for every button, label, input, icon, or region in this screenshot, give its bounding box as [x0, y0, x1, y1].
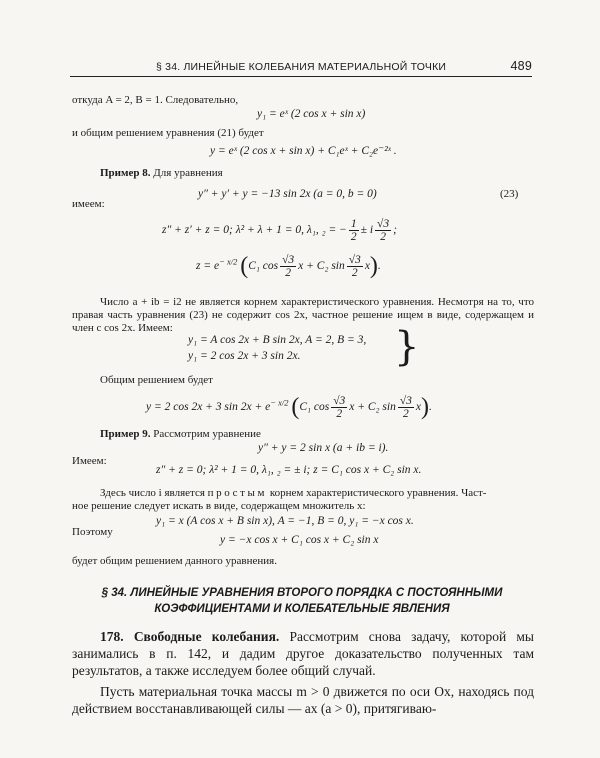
z-sol-part-b: C₁ cos: [248, 260, 279, 273]
z-sol-exponent: − x/2: [219, 256, 238, 267]
page-header: [70, 58, 532, 77]
system-line-2: y₁ = 2 cos 2x + 3 sin 2x.: [188, 350, 301, 362]
example-8-label: Пример 8.: [100, 167, 151, 179]
char-eq-pm-i: ± i: [360, 224, 374, 237]
paragraph-simple-root-line2: ное решение следует искать в виде, содержащем множитель x:: [72, 500, 366, 512]
gen-part-b: C₁ cos: [299, 401, 330, 414]
z-sol-part-a: z = e: [196, 260, 220, 273]
section-title-line-2: КОЭФФИЦИЕНТАМИ И КОЛЕБАТЕЛЬНЫЕ ЯВЛЕНИЯ: [154, 603, 450, 615]
z-sol-part-c: x + C₂ sin: [298, 260, 345, 273]
equation-general-solution: y = eˣ (2 cos x + sin x) + C₁eˣ + C₂e⁻²ˣ .: [210, 145, 397, 157]
example-8-text: Для уравнения: [150, 167, 223, 179]
text-imeem-1: имеем:: [72, 198, 105, 210]
paragraph-simple-root-line1: Здесь число i является простым корнем характеристического уравнения. Част-: [100, 487, 487, 499]
text-line-otkuda: откуда A = 2, B = 1. Следовательно,: [72, 94, 239, 106]
fraction-sqrt3-over-2: $\frac{√3}{2}$: [377, 218, 390, 243]
characteristic-equation-9: z″ + z = 0; λ² + 1 = 0, λ₁, ₂ = ± i; z = C₁ cos x + C₂ sin x.: [156, 464, 422, 476]
equation-particular-9: y₁ = x (A cos x + B sin x), A = −1, B = 0, y₁ = −x cos x.: [156, 515, 414, 527]
right-brace: }: [394, 324, 420, 370]
equation-number-23: (23): [500, 188, 519, 200]
page-number: 489: [510, 59, 532, 73]
system-line-1: y₁ = A cos 2x + B sin 2x, A = 2, B = 3,: [188, 334, 367, 346]
general-solution-8: y = 2 cos 2x + 3 $\sin 2x + e^{- x/2}$ (C₁ cos $\frac{√3}{2}$ x + C₂ sin $\frac{√3}{2}$ x).: [146, 394, 432, 420]
gen-part-a: y = 2 cos 2x + 3 sin 2x + e: [146, 401, 271, 414]
text-poetomu: Поэтому: [72, 526, 113, 538]
example-9-text: Рассмотрим уравнение: [150, 428, 261, 440]
gen-exponent: − x/2: [270, 397, 289, 408]
text-general-will-be: Общим решением будет: [100, 374, 213, 386]
gen-part-d: x: [415, 401, 422, 414]
subsection-178-label: 178. Свободные колебания.: [100, 629, 280, 644]
section-title-line-1: § 34. ЛИНЕЙНЫЕ УРАВНЕНИЯ ВТОРОГО ПОРЯДКА С ПОСТОЯННЫМИ: [101, 587, 503, 599]
equation-final: y = −x cos x + C₁ cos x + C₂ sin x: [220, 534, 379, 546]
text-final-solution: будет общим решением данного уравнения.: [72, 555, 277, 567]
characteristic-equation-8: z″ + z′ + z = 0; λ² + λ + 1 = 0, λ₁, ₂ = − $\frac{1}{2}$ ± i $\frac{√3}{2}$ ;: [162, 218, 397, 243]
paragraph-free-oscillations: [72, 628, 534, 679]
equation-23: y″ + y′ + y = −13 sin 2x (a = 0, b = 0): [198, 188, 377, 200]
word-simple-spaced: простым: [207, 487, 268, 499]
example-8-intro: [100, 167, 223, 179]
running-title: § 34. ЛИНЕЙНЫЕ КОЛЕБАНИЯ МАТЕРИАЛЬНОЙ ТОЧКИ: [156, 61, 447, 73]
complementary-solution-8: $z = e^{- x/2}$ (C₁ cos $\frac{√3}{2}$ x + C₂ sin $\frac{√3}{2}$ x).: [196, 253, 381, 279]
equation-y1: y₁ = eˣ (2 cos x + sin x): [257, 108, 366, 120]
equation-example-9: y″ + y = 2 sin x (a + ib = i).: [258, 442, 389, 454]
z-sol-part-d: x: [364, 260, 370, 273]
subsection-178-text: Рассмотрим снова задачу, которой мы занимались в п. 142, и дадим другое доказательство полученных там результатов, а также исследуем более общий случай.: [72, 629, 534, 678]
example-9-label: Пример 9.: [100, 428, 151, 440]
text-imeem-2: Имеем:: [72, 455, 107, 467]
example-9-intro: [100, 428, 261, 440]
gen-part-c: x + C₂ sin: [349, 401, 396, 414]
paragraph-particular-solution: Число a + ib = i2 не является корнем характеристического уравнения. Несмотря на то, что правая часть уравнения (23) не содержит cos 2x, частное решение ищем в виде, содержащем и член с cos 2x. Имеем:: [72, 296, 534, 334]
fraction-one-half: $\frac{1}{2}$: [350, 218, 357, 243]
char-eq-main: z″ + z′ + z = 0; λ² + λ + 1 = 0, λ₁, ₂ = −: [162, 224, 347, 237]
text-line-general-solution: и общим решением уравнения (21) будет: [72, 127, 264, 139]
paragraph-material-point: Пусть материальная точка массы m > 0 движется по оси Ox, находясь под действием восстанавливающей силы — ax (a > 0), притягиваю-: [72, 684, 534, 716]
